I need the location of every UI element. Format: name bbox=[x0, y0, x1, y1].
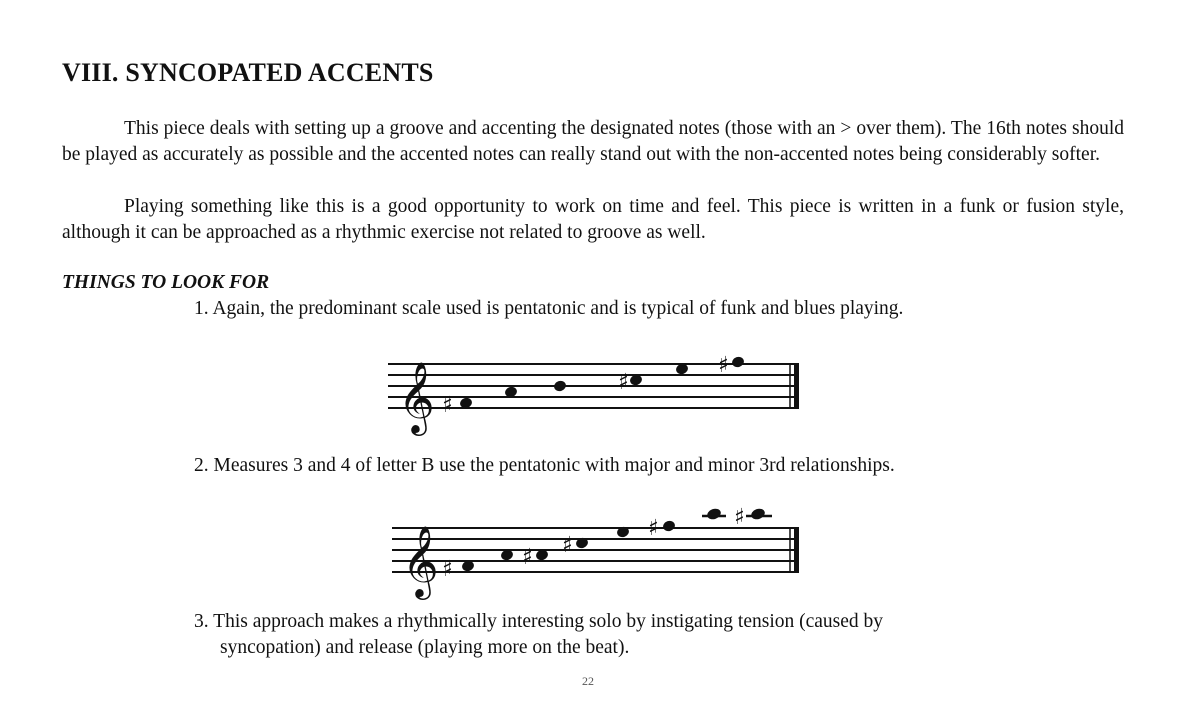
item-text-line-1: This approach makes a rhythmically interesting solo by instigating tension (caused by bbox=[213, 611, 884, 632]
note-a-5 bbox=[706, 507, 723, 521]
svg-text:♯: ♯ bbox=[442, 393, 453, 418]
intro-paragraph-1 bbox=[62, 116, 1124, 168]
note-f-sharp-5 bbox=[731, 355, 746, 369]
svg-text:♯: ♯ bbox=[522, 545, 533, 570]
note-a-sharp-5 bbox=[750, 507, 767, 521]
music-staff-major-minor-thirds bbox=[380, 490, 810, 600]
list-item-2 bbox=[194, 453, 895, 479]
item-text: Again, the predominant scale used is pentatonic and is typical of funk and blues playing. bbox=[212, 298, 904, 319]
note-f-sharp-5 bbox=[662, 519, 677, 533]
paragraph-text: Playing something like this is a good opportunity to work on time and feel. This piece is written in a funk or fusion style, although it can be approached as a rhythmic exercise not related to groove as well. bbox=[62, 196, 1124, 243]
svg-text:♯: ♯ bbox=[718, 353, 729, 378]
svg-text:♯: ♯ bbox=[648, 516, 659, 541]
sharp-icon bbox=[442, 557, 453, 582]
music-staff-pentatonic-scale bbox=[380, 340, 810, 440]
treble-clef-icon bbox=[398, 360, 435, 436]
sharp-icon bbox=[562, 533, 573, 558]
list-item-3 bbox=[194, 609, 883, 661]
list-item-1 bbox=[194, 296, 903, 322]
sharp-icon bbox=[648, 516, 659, 541]
item-text-line-2: syncopation) and release (playing more on the beat). bbox=[220, 637, 630, 658]
note-b-4 bbox=[553, 379, 568, 393]
treble-clef-icon bbox=[402, 524, 439, 600]
svg-text:𝄞: 𝄞 bbox=[398, 360, 435, 433]
staff-lines bbox=[392, 528, 798, 572]
svg-text:♯: ♯ bbox=[442, 557, 453, 582]
item-number: 1. bbox=[194, 298, 209, 319]
item-number: 2. bbox=[194, 455, 209, 476]
section-heading: THINGS TO LOOK FOR bbox=[62, 272, 270, 293]
svg-text:𝄞: 𝄞 bbox=[402, 524, 439, 597]
item-text: Measures 3 and 4 of letter B use the pentatonic with major and minor 3rd relationships. bbox=[213, 455, 895, 476]
sharp-icon bbox=[734, 505, 745, 530]
page-title: VIII. SYNCOPATED ACCENTS bbox=[62, 58, 434, 87]
svg-text:♯: ♯ bbox=[734, 505, 745, 530]
svg-text:♯: ♯ bbox=[618, 370, 629, 395]
sharp-icon bbox=[618, 370, 629, 395]
paragraph-text: This piece deals with setting up a groove and accenting the designated notes (those with an > over them). The 16th notes should be played as accurately as possible and the accented notes can really stand out with the non-accented notes being considerably softer. bbox=[62, 118, 1124, 165]
sharp-icon bbox=[718, 353, 729, 378]
svg-text:♯: ♯ bbox=[562, 533, 573, 558]
intro-paragraph-2 bbox=[62, 194, 1124, 246]
sharp-icon bbox=[522, 545, 533, 570]
item-number: 3. bbox=[194, 611, 209, 632]
page-number: 22 bbox=[582, 674, 594, 688]
sharp-icon bbox=[442, 393, 453, 418]
